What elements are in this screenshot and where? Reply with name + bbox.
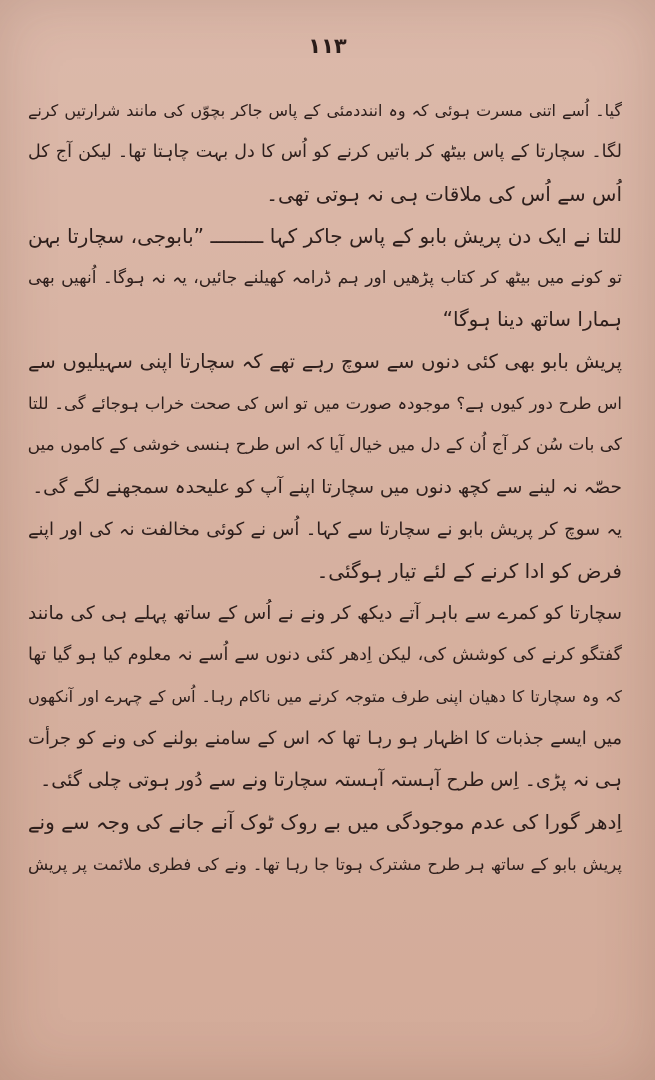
text-line: ہمارا ساتھ دینا ہوگا“ [442,307,622,332]
text-line: یہ سوچ کر پریش بابو نے سچارتا سے کہا۔ اُس نے کوئی مخالفت نہ کی اور اپنے [28,518,622,540]
text-line: اُس سے اُس کی ملاقات ہی نہ ہوتی تھی۔ [266,181,622,206]
text-line: کی بات سُن کر آج اُن کے دل میں خیال آیا کہ اس طرح ہنسی خوشی کے کاموں میں [28,435,622,456]
text-line: فرض کو ادا کرنے کے لئے تیار ہوگئی۔ [316,558,622,583]
page-number: ۱۱۳ [308,34,347,58]
text-line: گفتگو کرنے کی کوشش کی، لیکن اِدھر کئی دنوں سے اُسے نہ معلوم کیا ہو گیا تھا [28,644,622,665]
text-line: پریش بابو کے ساتھ ہر طرح مشترک ہوتا جا رہا تھا۔ ونے کی فطری ملائمت پر پریش [28,855,622,875]
text-line: سچارتا کو کمرے سے باہر آتے دیکھ کر ونے نے اُس کے ساتھ پہلے ہی کی مانند [28,602,622,624]
text-line: لگا۔ سچارتا کے پاس بیٹھ کر باتیں کرنے کو اُس کا دل بہت چاہتا تھا۔ لیکن آج کل [28,141,622,162]
text-line: للتا نے ایک دن پریش بابو کے پاس جاکر کہا ـــــــــ ”بابوجی، سچارتا بہن [28,223,622,248]
text-line: پریش بابو بھی کئی دنوں سے سوچ رہے تھے کہ سچارتا اپنی سہیلیوں سے [28,350,622,374]
text-line: کہ وہ سچارتا کا دھیان اپنی طرف متوجہ کرنے میں ناکام رہا۔ اُس کے چہرے اور آنکھوں [28,687,622,707]
text-line: حصّہ نہ لینے سے کچھ دنوں میں سچارتا اپنے آپ کو علیحدہ سمجھنے لگے گی۔ [32,477,622,499]
text-line: اِدھر گورا کی عدم موجودگی میں بے روک ٹوک آنے جانے کی وجہ سے ونے [28,810,622,835]
text-line: میں ایسے جذبات کا اظہار ہو رہا تھا کہ اس کے سامنے بولنے کی ونے کو جرأت [28,728,622,750]
text-line: تو کونے میں بیٹھ کر کتاب پڑھیں اور ہم ڈرامہ کھیلنے جائیں، یہ نہ ہوگا۔ اُنھیں بھی [28,267,622,288]
text-line: اس طرح دور کیوں ہے؟ موجودہ صورت میں تو اس کی صحت خراب ہوجائے گی۔ للتا [28,394,622,414]
text-line: ہی نہ پڑی۔ اِس طرح آہستہ آہستہ سچارتا ونے سے دُور ہوتی چلی گئی۔ [40,769,622,792]
text-line: گیا۔ اُسے اتنی مسرت ہوئی کہ وہ اننددمئی کے پاس جاکر بچوّں کی مانند شرارتیں کرنے [28,101,622,120]
body-text [28,90,622,886]
